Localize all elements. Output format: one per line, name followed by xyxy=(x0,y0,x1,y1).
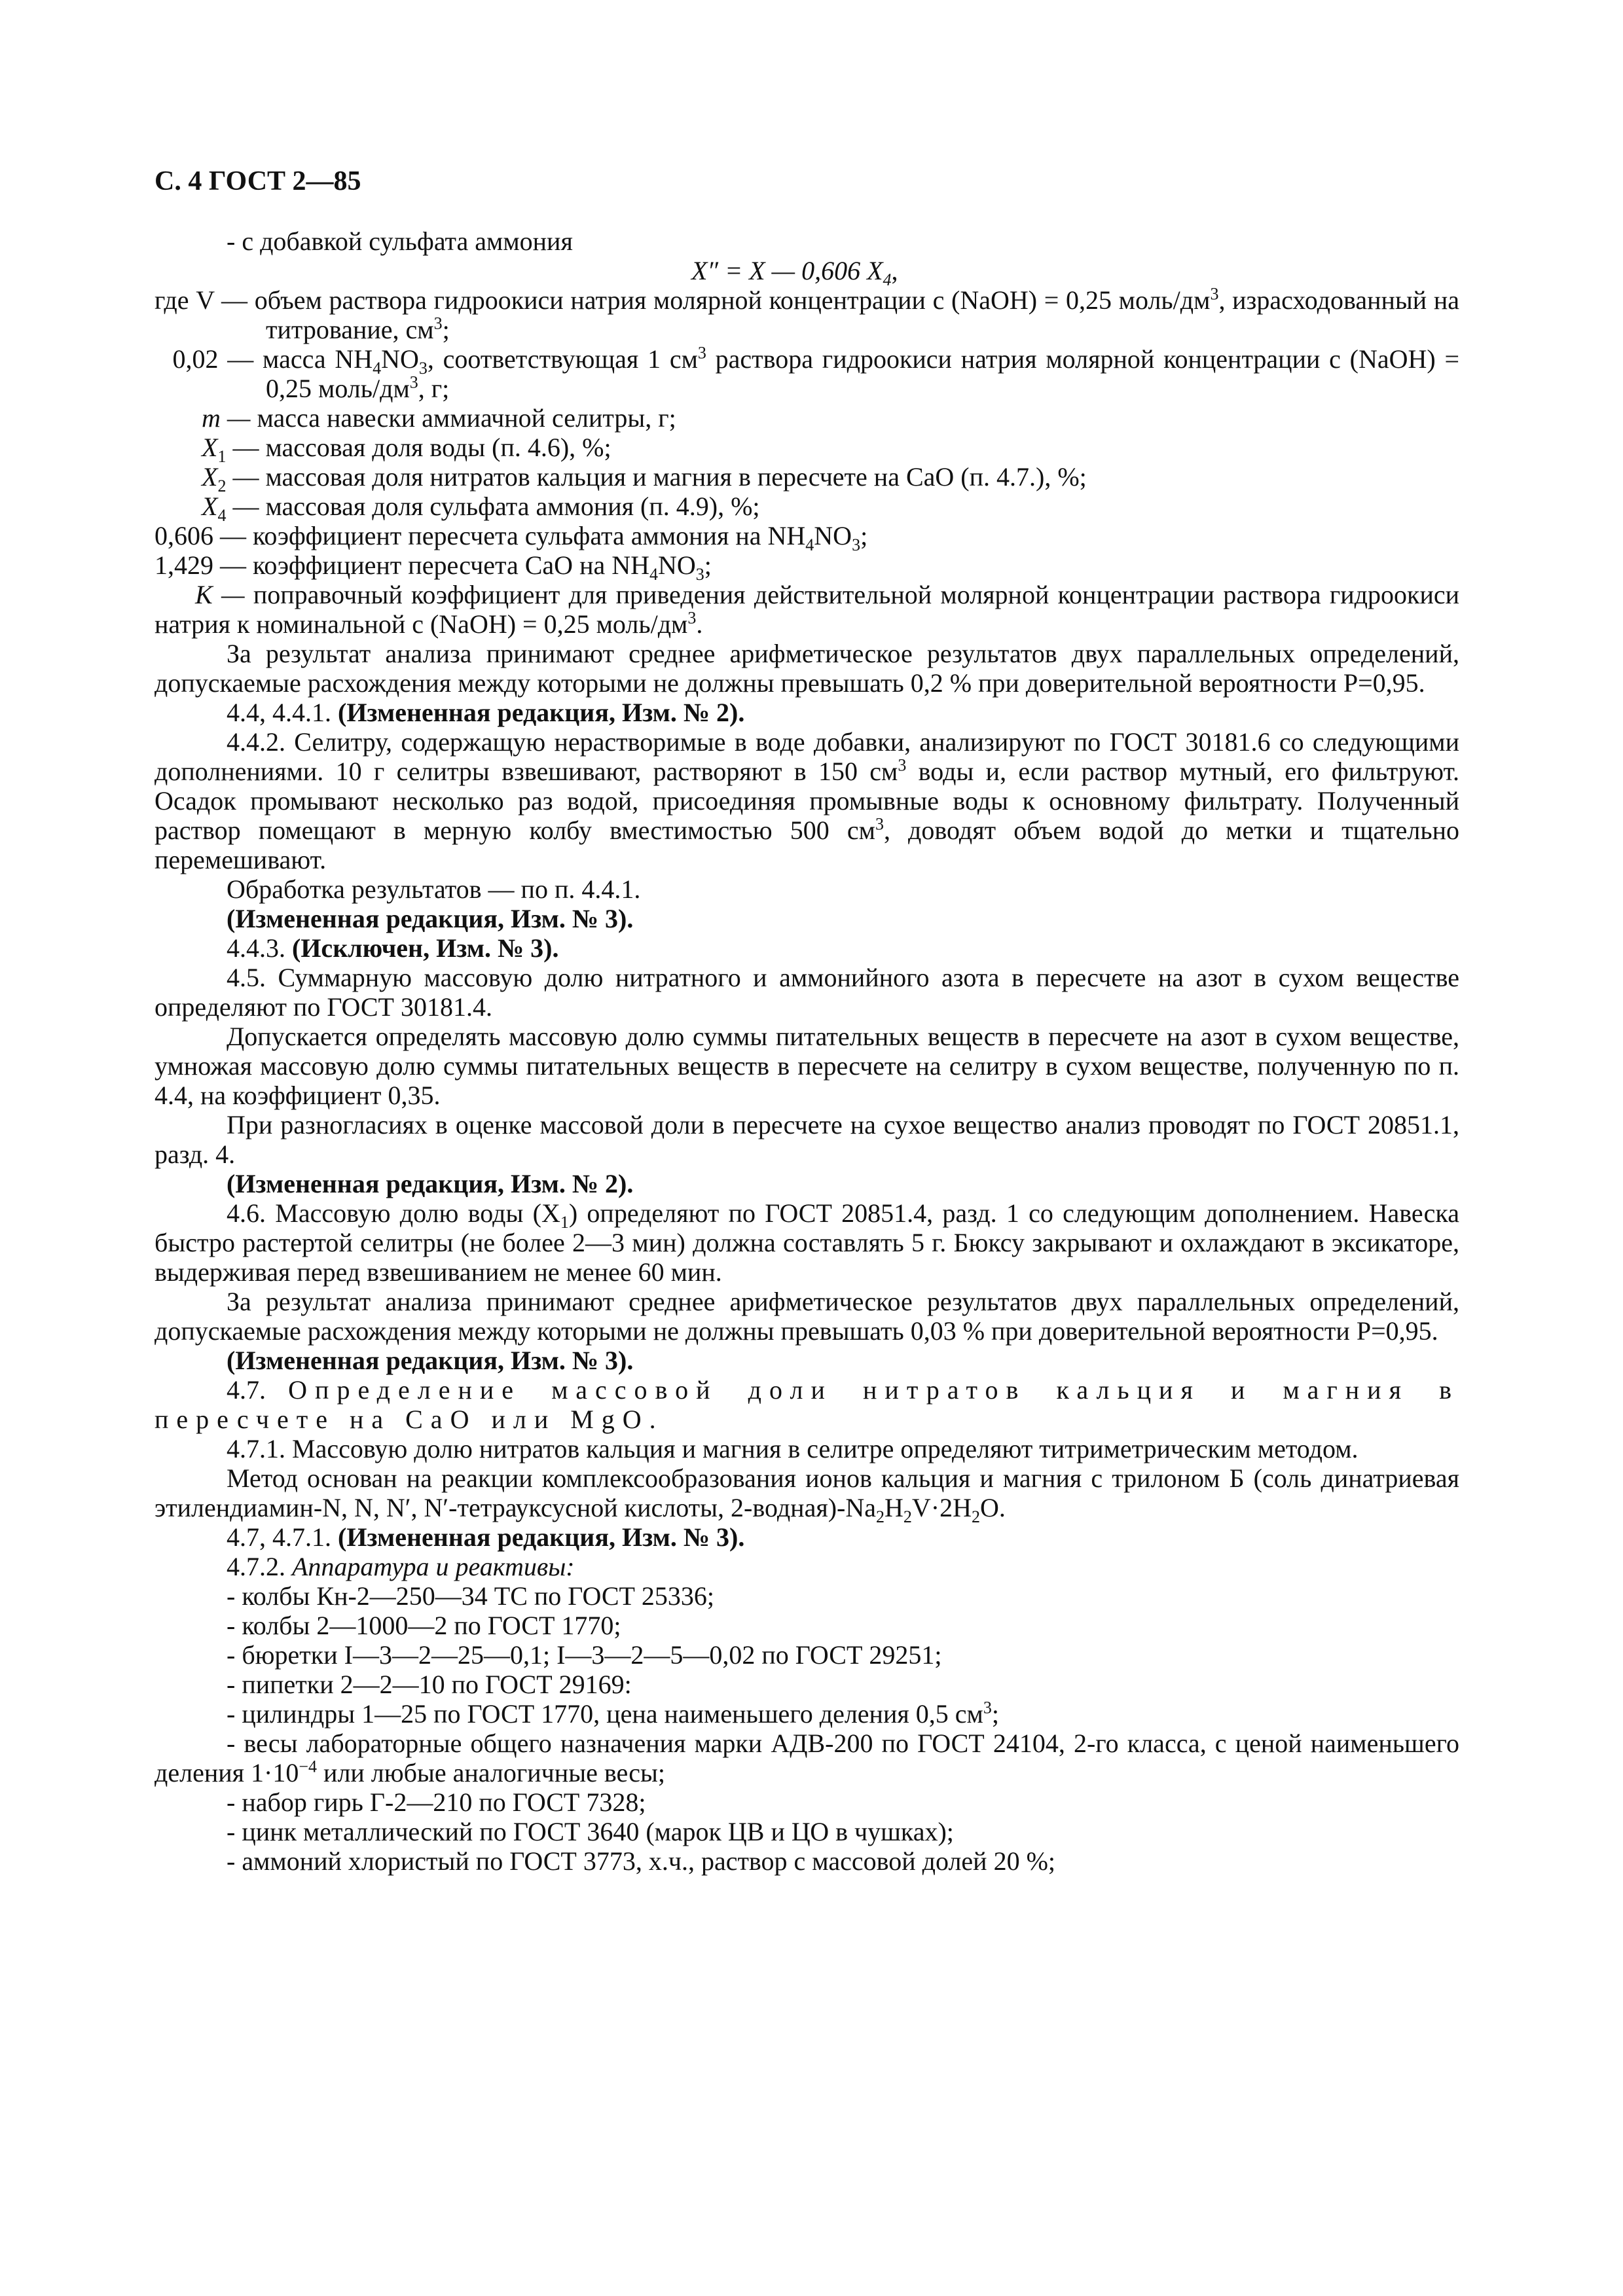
paragraph-443: 4.4.3. (Исключен, Изм. № 3). xyxy=(227,933,559,963)
paragraph-revision-441: 4.4, 4.4.1. (Измененная редакция, Изм. № 2). xyxy=(227,698,745,727)
list-item: - аммоний хлористый по ГОСТ 3773, х.ч., раствор с массовой долей 20 %; xyxy=(227,1846,1055,1876)
legend-0606: 0,606 — коэффициент пересчета сульфата аммония на $NH_4NO_3$; xyxy=(155,521,868,554)
formula-legend xyxy=(155,285,1459,639)
paragraph-result-1: За результат анализа принимают среднее арифметическое результатов двух параллельных определений, допускаемые расхождения между которыми не должны превышать 0,2 % при доверительной вероятности P=0,95. xyxy=(155,639,1459,698)
intro-line: - с добавкой сульфата аммония xyxy=(227,226,573,256)
paragraph-allowed: Допускается определять массовую долю суммы питательных веществ в пересчете на азот в сухом веществе, умножая массовую долю суммы питательных веществ в пересчете на селитру в сухом веществе, полученную по п. 4.4, на коэффициент 0,35. xyxy=(155,1022,1459,1110)
legend-v: где V — объем раствора гидроокиси натрия молярной концентрации с (NaOH) = 0,25 моль/$дм^3$, израсходованный на титрование, $см^3$; xyxy=(155,284,1460,344)
paragraph-47: 4.7. Определение массовой доли нитратов кальция и магния в пересчете на CaO или MgO. xyxy=(155,1375,1460,1434)
legend-k: K — поправочный коэффициент для приведения действительной молярной концентрации раствора гидроокиси натрия к номинальной с (NaOH) = 0,25 моль/$дм^3$. xyxy=(155,580,1460,639)
paragraph-revision-2: (Измененная редакция, Изм. № 2). xyxy=(227,1169,634,1198)
legend-x2: $X_2$ — массовая доля нитратов кальция и магния в пересчете на CaO (п. 4.7.), %; xyxy=(202,462,1087,495)
list-item: - колбы Кн-2—250—34 ТС по ГОСТ 25336; xyxy=(227,1581,715,1611)
legend-m: m — масса навески аммиачной селитры, г; xyxy=(202,403,676,433)
paragraph-revision-3a: (Измененная редакция, Изм. № 3). xyxy=(227,904,634,933)
list-item: - цилиндры 1—25 по ГОСТ 1770, цена наименьшего деления 0,5 $см^3$; xyxy=(227,1698,999,1729)
paragraph-disagreement: При разногласиях в оценке массовой доли в пересчете на сухое вещество анализ проводят по ГОСТ 20851.1, разд. 4. xyxy=(155,1110,1459,1169)
paragraph-revision-3b: (Измененная редакция, Изм. № 3). xyxy=(227,1346,634,1375)
list-item: - набор гирь Г-2—210 по ГОСТ 7328; xyxy=(227,1787,646,1817)
formula: X″ = X — 0,606 $X_4$, xyxy=(691,256,898,289)
paragraph-472: 4.7.2. Аппаратура и реактивы: xyxy=(227,1552,575,1581)
list-item: - весы лабораторные общего назначения марки АДВ-200 по ГОСТ 24104, 2-го класса, с ценой наименьшего деления $1\cdot 10^{-4}$ или любые аналогичные весы; xyxy=(155,1729,1459,1787)
paragraph-method: Метод основан на реакции комплексообразования ионов кальция и магния с трилоном Б (соль динатриевая этилендиамин-N, N, N′, N′-тетрауксусной кислоты, $2-водная)-Na_2H_2V\cdot 2H_2O$. xyxy=(155,1463,1459,1526)
list-item: - пипетки 2—2—10 по ГОСТ 29169: xyxy=(227,1670,632,1699)
list-item: - цинк металлический по ГОСТ 3640 (марок ЦВ и ЦО в чушках); xyxy=(227,1817,954,1846)
legend-1429: 1,429 — коэффициент пересчета CaO на $NH_4NO_3$; xyxy=(155,550,712,584)
paragraph-45: 4.5. Суммарную массовую долю нитратного и аммонийного азота в пересчете на азот в сухом веществе определяют по ГОСТ 30181.4. xyxy=(155,963,1459,1022)
paragraph-processing: Обработка результатов — по п. 4.4.1. xyxy=(227,874,641,904)
legend-002: 0,02 — масса $NH_4NO_3$, соответствующая 1 $см^3$ раствора гидроокиси натрия молярной концентрации с (NaOH) = 0,25 моль/$дм^3$, г; xyxy=(172,343,1460,403)
list-item: - бюретки I—3—2—25—0,1; I—3—2—5—0,02 по ГОСТ 29251; xyxy=(227,1640,942,1670)
legend-x4: $X_4$ — массовая доля сульфата аммония (п. 4.9), %; xyxy=(202,492,760,525)
page-header: С. 4 ГОСТ 2—85 xyxy=(155,166,361,196)
list-item: - колбы 2—1000—2 по ГОСТ 1770; xyxy=(227,1611,621,1640)
paragraph-revision-471: 4.7, 4.7.1. (Измененная редакция, Изм. № 3). xyxy=(227,1522,745,1552)
paragraph-442: 4.4.2. Селитру, содержащую нерастворимые в воде добавки, анализируют по ГОСТ 30181.6 со следующими дополнениями. 10 г селитры взвешивают, растворяют в 150 $см^3$ воды и, если раствор мутный, его фильтруют. Осадок промывают несколько раз водой, присоединяя промывные воды к основному фильтрату. Полученный раствор помещают в мерную колбу вместимостью 500 $см^3$, доводят объем водой до метки и тщательно перемешивают. xyxy=(155,727,1460,874)
paragraph-471: 4.7.1. Массовую долю нитратов кальция и магния в селитре определяют титриметрическим методом. xyxy=(227,1434,1359,1463)
legend-x1: $X_1$ — массовая доля воды (п. 4.6), %; xyxy=(202,433,611,466)
paragraph-46: 4.6. Массовую долю воды $(X_1)$ определяют по ГОСТ 20851.4, разд. 1 со следующим дополнением. Навеска быстро растертой селитры (не более 2—3 мин) должна составлять 5 г. Бюксу закрывают и охлаждают в эксикаторе, выдерживая перед взвешиванием не менее 60 мин. xyxy=(155,1198,1459,1287)
paragraph-result-2: За результат анализа принимают среднее арифметическое результатов двух параллельных определений, допускаемые расхождения между которыми не должны превышать 0,03 % при доверительной вероятности P=0,95. xyxy=(155,1287,1459,1346)
